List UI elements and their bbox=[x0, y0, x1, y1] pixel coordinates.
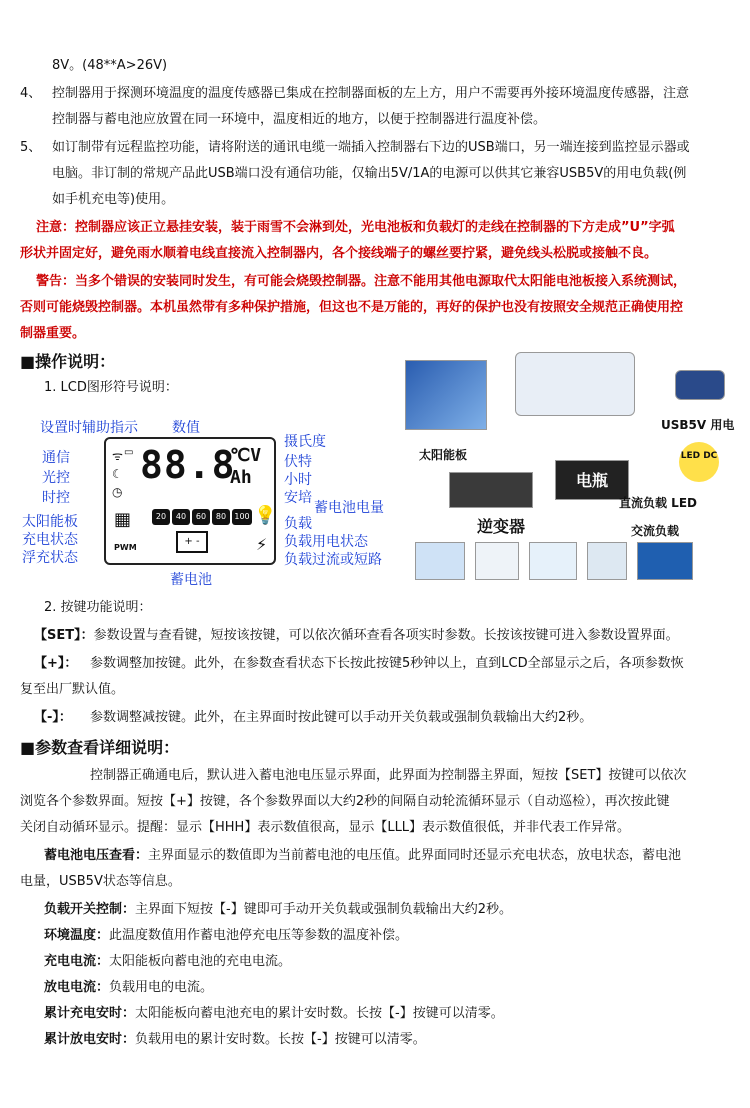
bulb-icon: 💡 bbox=[254, 505, 277, 526]
param-label: 累计放电安时： bbox=[44, 1032, 136, 1047]
param-label: 放电电流： bbox=[44, 980, 110, 995]
washer-photo bbox=[475, 542, 519, 580]
time-ctrl-icon: ◷ bbox=[112, 485, 123, 499]
lcd-title: 1. LCD图形符号说明： bbox=[44, 380, 178, 395]
laptop-photo bbox=[415, 542, 465, 580]
item-4-line-2: 控制器与蓄电池应放置在同一环境中，温度相近的地方，以便于控制器进行温度补偿。 bbox=[52, 112, 547, 127]
key-set-text: 参数设置与查看键，短按该按键，可以依次循环查看各项实时参数。长按该按键可进入参数设置界面。 bbox=[93, 628, 679, 643]
item-5-text: 如订制带有远程监控功能，请将附送的通讯电缆一端插入控制器右下边的USB端口，另一端连接到监控显示器或 bbox=[52, 140, 690, 155]
tv-photo bbox=[637, 542, 693, 580]
lcd-digits: 88.8 bbox=[140, 443, 236, 487]
item-4-line-1 bbox=[20, 84, 730, 104]
caption-inverter: 逆变器 bbox=[477, 517, 526, 536]
key-plus bbox=[34, 654, 730, 674]
param-item-accum-charge-ah bbox=[44, 1004, 730, 1024]
label-time-ctrl: 时控 bbox=[42, 490, 70, 506]
phone-photo bbox=[675, 370, 725, 400]
key-minus-text: 参数调整减按键。此外，在主界面时按此键可以手动开关负载或强制负载输出大约2秒。 bbox=[90, 710, 593, 725]
fridge-photo bbox=[587, 542, 627, 580]
params-p1-line-2: 浏览各个参数界面。短按【+】按键，各个参数界面以大约2秒的间隔自动轮流循环显示（自动巡检），再次按此键 bbox=[20, 794, 670, 809]
caption-solar: 太阳能板 bbox=[419, 448, 468, 462]
solar-panel-photo bbox=[405, 360, 487, 430]
key-title: 2. 按键功能说明： bbox=[44, 600, 152, 615]
operation-heading: ■操作说明： bbox=[20, 352, 116, 371]
param-label: 蓄电池电压查看： bbox=[44, 848, 149, 863]
level-80: 80 bbox=[212, 509, 230, 525]
caption-usb: USB5V 用电 bbox=[661, 418, 735, 432]
label-value: 数值 bbox=[172, 420, 200, 436]
label-light-ctrl: 光控 bbox=[42, 470, 70, 486]
param-label: 负载开关控制： bbox=[44, 902, 136, 917]
label-float-state: 浮充状态 bbox=[22, 550, 78, 566]
iron-photo bbox=[529, 542, 577, 580]
system-diagram bbox=[405, 350, 735, 590]
param-item-ambient-temp bbox=[44, 926, 730, 946]
label-volt: 伏特 bbox=[284, 454, 312, 470]
param-item-accum-discharge-ah bbox=[44, 1030, 730, 1050]
param-item-discharge-current bbox=[44, 978, 730, 998]
inverter-photo bbox=[449, 472, 533, 508]
key-plus-label: 【+】： bbox=[34, 656, 78, 671]
note-line-1: 注意：控制器应该正立悬挂安装，装于雨雪不会淋到处，光电池板和负载灯的走线在控制器的下方走成”U”字弧 bbox=[36, 220, 675, 235]
comm-icon: ᯤ bbox=[112, 449, 123, 463]
fault-icon: ⚡ bbox=[256, 535, 268, 554]
lcd-frame bbox=[104, 437, 276, 565]
item-5-line-2: 电脑。非订制的常规产品此USB端口没有通信功能，仅输出5V/1A的电源可以供其它兼容USB5V的用电负载(例 bbox=[52, 166, 687, 181]
alert-line-2: 否则可能烧毁控制器。本机虽然带有多种保护措施，但这也不是万能的，再好的保护也没有按照安全规范正确使用控 bbox=[20, 300, 684, 315]
label-load-fault: 负载过流或短路 bbox=[284, 552, 382, 568]
param-text: 此温度数值用作蓄电池停充电压等参数的温度补偿。 bbox=[109, 928, 409, 943]
label-load-state: 负载用电状态 bbox=[284, 534, 368, 550]
alert-line-1: 警告：当多个错误的安装同时发生，有可能会烧毁控制器。注意不能用其他电源取代太阳能电池板接入系统测试， bbox=[36, 274, 687, 289]
lcd-diagram bbox=[22, 405, 402, 590]
caption-dc-load: 直流负载 LED bbox=[619, 496, 697, 510]
param-text: 主界面显示的数值即为当前蓄电池的电压值。此界面同时还显示充电状态，放电状态，蓄电池 bbox=[148, 848, 682, 863]
param-label: 环境温度： bbox=[44, 928, 110, 943]
param-item-load-switch bbox=[44, 900, 730, 920]
param-item-charge-current bbox=[44, 952, 730, 972]
key-set-label: 【SET】： bbox=[34, 628, 94, 643]
param-text: 负载用电的累计安时数。长按【-】按键可以清零。 bbox=[135, 1032, 426, 1047]
light-ctrl-icon: ☾ bbox=[112, 467, 123, 481]
label-comm: 通信 bbox=[42, 450, 70, 466]
lcd-unit-bottom: Ah bbox=[230, 467, 252, 488]
item-5-line-1 bbox=[20, 138, 730, 158]
param-text: 主界面下短按【-】键即可手动开关负载或强制负载输出大约2秒。 bbox=[135, 902, 512, 917]
param-item-battery-voltage bbox=[44, 846, 730, 866]
params-heading: ■参数查看详细说明： bbox=[20, 738, 180, 757]
controller-photo bbox=[515, 352, 635, 416]
caption-ac-load: 交流负载 bbox=[631, 524, 680, 538]
led-badge: LED DC bbox=[679, 442, 719, 482]
level-20: 20 bbox=[152, 509, 170, 525]
pwm-label: PWM bbox=[114, 543, 137, 552]
label-set-assist: 设置时辅助指示 bbox=[40, 420, 138, 436]
label-celsius: 摄氏度 bbox=[284, 434, 326, 450]
item-4-text: 控制器用于探测环境温度的温度传感器已集成在控制器面板的左上方，用户不需要再外接环境温度传感器，注意 bbox=[52, 86, 690, 101]
param-item-battery-voltage-line-2: 电量，USB5V状态等信息。 bbox=[20, 874, 181, 889]
solar-panel-icon: ▦ bbox=[114, 509, 132, 530]
key-minus bbox=[34, 708, 730, 728]
item-4-number: 4、 bbox=[20, 86, 42, 101]
level-40: 40 bbox=[172, 509, 190, 525]
level-60: 60 bbox=[192, 509, 210, 525]
key-plus-line-2: 复至出厂默认值。 bbox=[20, 682, 125, 697]
param-text: 太阳能板向蓄电池充电的累计安时数。长按【-】按键可以清零。 bbox=[135, 1006, 504, 1021]
key-set bbox=[34, 626, 730, 646]
param-label: 充电电流： bbox=[44, 954, 110, 969]
label-battery-level: 蓄电池电量 bbox=[314, 500, 384, 516]
label-hour: 小时 bbox=[284, 472, 312, 488]
label-battery: 蓄电池 bbox=[170, 572, 212, 588]
item-5-number: 5、 bbox=[20, 140, 42, 155]
param-text: 太阳能板向蓄电池的充电电流。 bbox=[109, 954, 292, 969]
intro-line-0: 8V。(48**A>26V) bbox=[52, 58, 168, 73]
note-line-2: 形状并固定好，避免雨水顺着电线直接流入控制器内，各个接线端子的螺丝要拧紧，避免线头松脱或接触不良。 bbox=[20, 246, 658, 261]
params-p1-line-3: 关闭自动循环显示。提醒：显示【HHH】表示数值很高，显示【LLL】表示数值很低，并非代表工作异常。 bbox=[20, 820, 631, 835]
alert-line-3: 制器重要。 bbox=[20, 326, 86, 341]
key-minus-label: 【-】： bbox=[34, 710, 72, 725]
battery-small-icon: ▭ bbox=[124, 447, 134, 458]
battery-icon: + - bbox=[176, 531, 208, 553]
battery-level-bar bbox=[152, 509, 252, 525]
params-p1-line-1: 控制器正确通电后，默认进入蓄电池电压显示界面，此界面为控制器主界面，短按【SET】按键可以依次 bbox=[90, 768, 687, 783]
level-100: 100 bbox=[232, 509, 252, 525]
param-label: 累计充电安时： bbox=[44, 1006, 136, 1021]
label-amp: 安培 bbox=[284, 490, 312, 506]
label-charge-state: 充电状态 bbox=[22, 532, 78, 548]
item-5-line-3: 如手机充电等)使用。 bbox=[52, 192, 175, 207]
label-load: 负载 bbox=[284, 516, 312, 532]
param-text: 负载用电的电流。 bbox=[109, 980, 214, 995]
lcd-unit-top: ℃V bbox=[230, 445, 262, 466]
key-plus-text: 参数调整加按键。此外，在参数查看状态下长按此按键5秒钟以上，直到LCD全部显示之后，各项参数恢 bbox=[90, 656, 684, 671]
battery-photo: 电瓶 bbox=[555, 460, 629, 500]
label-solar-panel: 太阳能板 bbox=[22, 514, 78, 530]
